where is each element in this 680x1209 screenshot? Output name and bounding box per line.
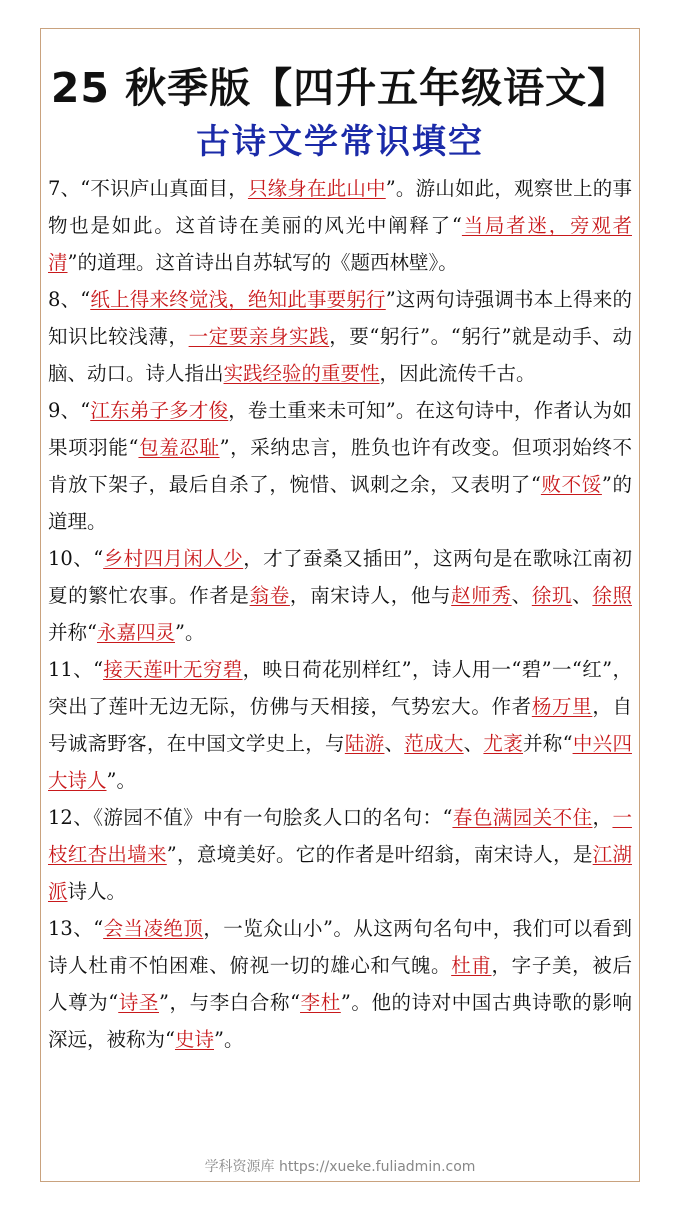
footer-source: 学科资源库 https://xueke.fuliadmin.com [204, 1159, 476, 1175]
question-text: ”的道理。 [48, 473, 632, 533]
question-text: ”。游山如此，观察世上的事物也是如此。这首诗在美丽的风光中阐释了“ [48, 177, 632, 237]
answer-blank: 纸上得来终觉浅，绝知此事要躬行 [90, 288, 386, 311]
question-text: 、 [384, 732, 405, 755]
answer-blank: 江东弟子多才俊 [90, 399, 229, 422]
question-text: ，映日荷花别样红”，诗人用一“碧”一“红”，突出了莲叶无边无际，仿佛与天相接，气势宏大。作者 [48, 658, 632, 718]
answer-blank: 尤袤 [483, 732, 524, 755]
question-text: ，自号诚斋野客，在中国文学史上，与 [48, 695, 632, 755]
question-text: 12、《游园不值》中有一句脍炙人口的名句：“ [48, 806, 453, 829]
question-text: ”，采纳忠言，胜负也许有改变。但项羽始终不肯放下架子，最后自杀了，惋惜、讽刺之余，又表明了“ [48, 436, 632, 496]
question-text: 13、“ [48, 917, 104, 940]
question-item [48, 651, 632, 799]
answer-blank: 中兴四大诗人 [48, 732, 632, 792]
question-text: ，一览众山小”。从这两句名句中，我们可以看到诗人杜甫不怕困难、俯视一切的雄心和气魄。 [48, 917, 632, 977]
question-text: ，字子美，被后人尊为“ [48, 954, 632, 1014]
question-text: ，卷土重来未可知”。在这句诗中，作者认为如果项羽能“ [48, 399, 632, 459]
question-item [48, 170, 632, 281]
answer-blank: 当局者迷，旁观者清 [48, 214, 632, 274]
answer-blank: 春色满园关不住 [452, 806, 593, 829]
answer-blank: 翁卷 [249, 584, 290, 607]
question-text: 8、“ [48, 288, 91, 311]
question-text: ”这两句诗强调书本上得来的知识比较浅薄， [48, 288, 632, 348]
answer-blank: 包羞忍耻 [138, 436, 220, 459]
question-item [48, 281, 632, 392]
question-text: ”。 [214, 1028, 244, 1051]
question-text: ”，意境美好。它的作者是叶绍翁，南宋诗人，是 [166, 843, 593, 866]
question-item [48, 799, 632, 910]
question-text: 、 [511, 584, 532, 607]
answer-blank: 徐玑 [531, 584, 573, 607]
answer-blank: 接天莲叶无穷碧 [103, 658, 243, 681]
question-text: 并称“ [523, 732, 573, 755]
question-text: ”。 [175, 621, 205, 644]
answer-blank: 陆游 [344, 732, 385, 755]
question-list [48, 170, 632, 1058]
question-text: ， [592, 806, 613, 829]
question-text: 10、“ [48, 547, 104, 570]
question-text: ，要“躬行”。“躬行”就是动手、动脑、动口。诗人指出 [48, 325, 632, 385]
answer-blank: 乡村四月闲人少 [103, 547, 244, 570]
question-text: ”，与李白合称“ [159, 991, 301, 1014]
answer-blank: 江湖派 [48, 843, 632, 903]
question-item [48, 392, 632, 540]
question-text: ”。他的诗对中国古典诗歌的影响深远，被称为“ [48, 991, 632, 1051]
answer-blank: 范成大 [404, 732, 464, 755]
question-text: 7、“不识庐山真面目， [48, 177, 248, 200]
answer-blank: 会当凌绝顶 [103, 917, 204, 940]
question-text: 并称“ [48, 621, 97, 644]
question-text: ，南宋诗人，他与 [289, 584, 452, 607]
page-title: 25 秋季版【四升五年级语文】 [50, 64, 630, 112]
question-text: 、 [463, 732, 484, 755]
question-text: ，才了蚕桑又插田”，这两句是在歌咏江南初夏的繁忙农事。作者是 [48, 547, 632, 607]
question-item [48, 910, 632, 1058]
question-text: 、 [572, 584, 593, 607]
answer-blank: 赵师秀 [451, 584, 512, 607]
answer-blank: 一定要亲身实践 [188, 325, 330, 348]
answer-blank: 杨万里 [531, 695, 593, 718]
answer-blank: 实践经验的重要性 [223, 362, 380, 385]
answer-blank: 史诗 [174, 1028, 214, 1051]
answer-blank: 徐照 [592, 584, 632, 607]
answer-blank: 只缘身在此山中 [247, 177, 386, 200]
question-text: ”。 [106, 769, 136, 792]
question-text: 诗人。 [67, 880, 127, 903]
answer-blank: 永嘉四灵 [96, 621, 175, 644]
question-text: 9、“ [48, 399, 91, 422]
answer-blank: 一枝红杏出墙来 [48, 806, 632, 866]
answer-blank: 诗圣 [118, 991, 159, 1014]
question-text: ，因此流传千古。 [379, 362, 536, 385]
answer-blank: 李杜 [300, 991, 341, 1014]
answer-blank: 杜甫 [451, 954, 492, 977]
page-subtitle: 古诗文学常识填空 [196, 122, 484, 162]
question-text: 11、“ [48, 658, 104, 681]
answer-blank: 败不馁 [540, 473, 602, 496]
question-item [48, 540, 632, 651]
question-text: ”的道理。这首诗出自苏轼写的《题西林壁》。 [67, 251, 458, 274]
